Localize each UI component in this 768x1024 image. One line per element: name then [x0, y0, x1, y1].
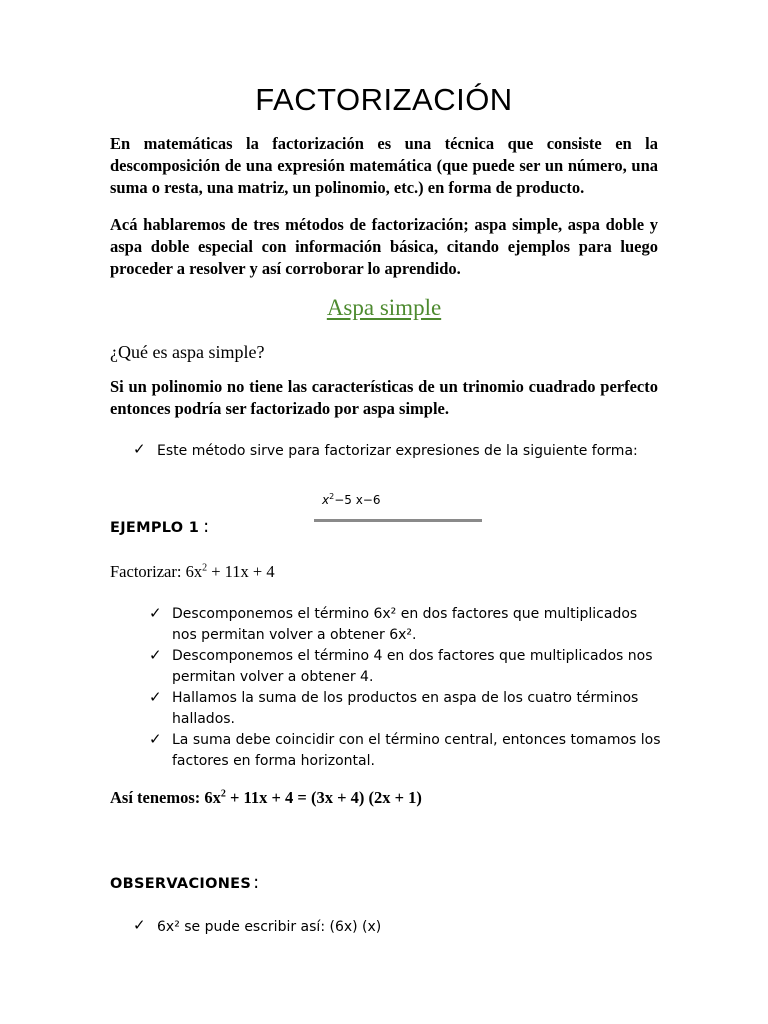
check-icon: ✓ — [149, 646, 162, 664]
list-item: ✓ Descomponemos el término 4 en dos factores que multiplicados nos permitan volver a obtener 4. — [149, 646, 653, 685]
check-icon: ✓ — [133, 440, 146, 458]
definition-paragraph: Si un polinomio no tiene las características de un trinomio cuadrado perfecto entonces podría ser factorizado por aspa simple. — [110, 377, 658, 418]
intro-paragraph-2: Acá hablaremos de tres métodos de factorización; aspa simple, aspa doble y aspa doble especial con información básica, citando ejemplos para luego proceder a resolver y así corroborar lo aprendido. — [110, 215, 658, 278]
formula-divider-line — [314, 519, 482, 522]
list-item: ✓ Hallamos la suma de los productos en aspa de los cuatro términos hallados. — [149, 688, 639, 727]
observations-heading: OBSERVACIONES : — [110, 872, 260, 893]
method-bullet-text: Este método sirve para factorizar expresiones de la siguiente forma: — [157, 443, 638, 459]
intro-paragraph-1: En matemáticas la factorización es una técnica que consiste en la descomposición de una expresión matemática (que puede ser un número, una suma o resta, una matriz, un polinomio, etc.) en forma de producto. — [110, 134, 658, 197]
question-heading: ¿Qué es aspa simple? — [110, 342, 265, 362]
document-title: FACTORIZACIÓN — [255, 82, 513, 117]
example-heading: EJEMPLO 1 : — [110, 516, 210, 537]
result-line: Así tenemos: $6x^2 + 11x + 4 = (3x + 4) (2x + 1)$ — [110, 788, 422, 807]
formula: $x^2-5$ x−6 — [322, 492, 381, 507]
section-title-aspa-simple: Aspa simple — [326, 295, 442, 320]
check-icon: ✓ — [149, 604, 162, 622]
check-icon: ✓ — [149, 688, 162, 706]
check-icon: ✓ — [149, 730, 162, 748]
list-item: ✓ La suma debe coincidir con el término central, entonces tomamos los factores en forma horizontal. — [149, 730, 661, 769]
check-icon: ✓ — [133, 916, 146, 934]
factorizar-line: Factorizar: $6x^2 + 11x + 4$ — [110, 562, 275, 581]
list-item: ✓ Descomponemos el término 6x² en dos factores que multiplicados nos permitan volver a obtener 6x². — [149, 604, 638, 643]
steps-list — [149, 604, 664, 772]
